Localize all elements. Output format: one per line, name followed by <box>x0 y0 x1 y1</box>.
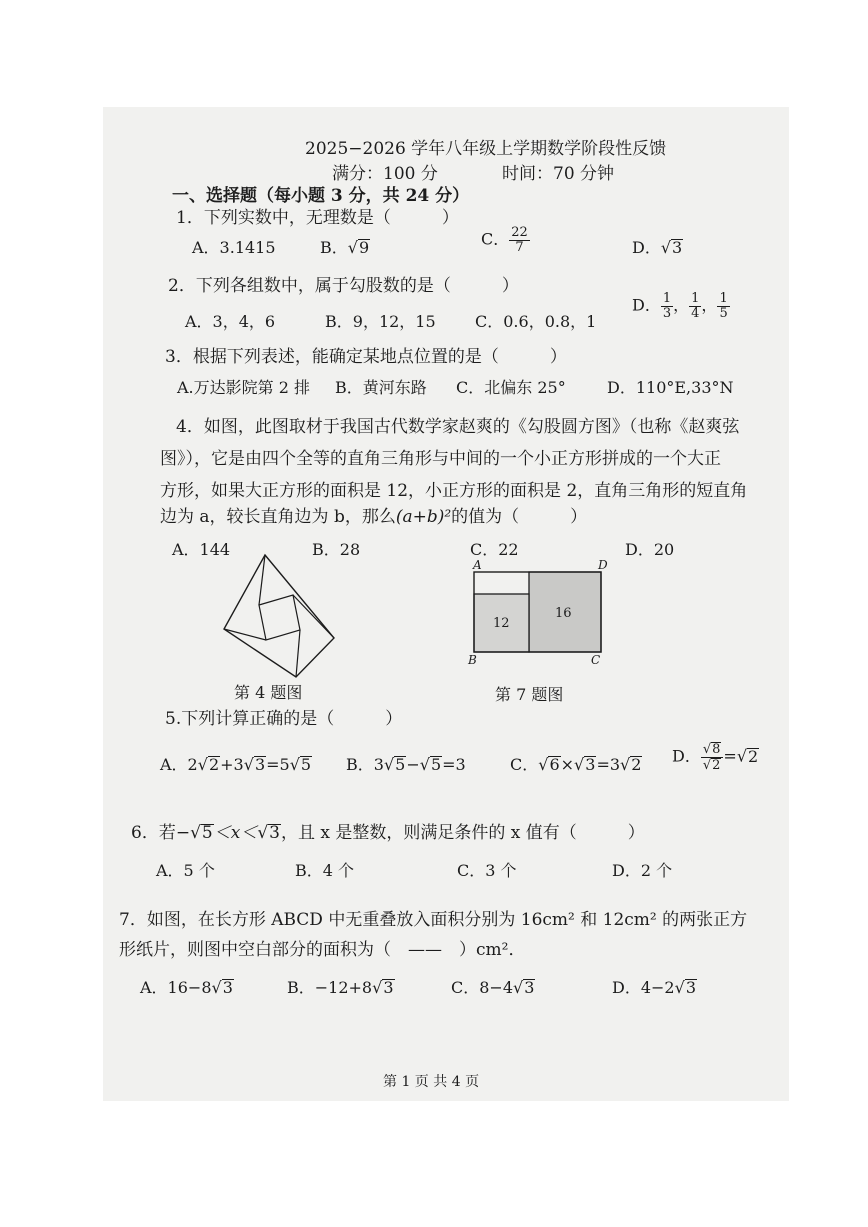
q1-stem: 1．下列实数中，无理数是（ ） <box>176 208 459 228</box>
exam-time: 时间：70 分钟 <box>502 164 615 184</box>
fig7-label-a: A <box>473 558 482 572</box>
fig7-label-d: D <box>598 558 608 572</box>
q4-option-c: C．22 <box>470 540 519 559</box>
q5-option-a: A．2√2+3√3=5√5 <box>160 755 312 774</box>
figure-4-caption: 第 4 题图 <box>234 683 303 702</box>
figure-7-rectangle-diagram <box>465 558 615 670</box>
q6-option-d: D．2 个 <box>612 861 673 880</box>
q3-stem: 3．根据下列表述，能确定某地点位置的是（ ） <box>165 347 567 367</box>
q2-option-c: C．0.6，0.8，1 <box>475 312 597 331</box>
fig7-label-c: C <box>591 653 601 667</box>
q5-option-d: D． $\frac{√8}{√2}$ =√2 <box>672 742 759 773</box>
section-title: 一、选择题（每小题 3 分，共 24 分） <box>172 186 470 206</box>
q6-option-a: A．5 个 <box>156 861 215 880</box>
q5-option-c: C．√6×√3=3√2 <box>510 755 642 774</box>
figure-7-caption: 第 7 题图 <box>495 685 564 704</box>
q2-stem: 2．下列各组数中，属于勾股数的是（ ） <box>168 276 519 296</box>
q1-option-b: B．√9 <box>320 238 370 257</box>
q4-line4: 边为 a，较长直角边为 b，那么(a+b)²的值为（ ） <box>160 507 588 527</box>
q6-stem: 6．若−√5＜x＜√3，且 x 是整数，则满足条件的 x 值有（ ） <box>131 823 645 843</box>
q6-option-b: B．4 个 <box>295 861 355 880</box>
full-score: 满分：100 分 <box>332 164 438 184</box>
q7-option-b: B．−12+8√3 <box>287 978 394 997</box>
q3-option-a: A.万达影院第 2 排 <box>177 378 310 397</box>
q2-option-b: B．9，12，15 <box>325 312 436 331</box>
q2-option-d: D． $\frac{1}{3}$ ， $\frac{1}{4}$ ， $\frac{1}{5}$ <box>632 291 728 321</box>
q4-option-b: B．28 <box>312 540 361 559</box>
q7-option-c: C．8−4√3 <box>451 978 535 997</box>
q1-option-d: D．√3 <box>632 238 683 257</box>
q4-line1: 4．如图，此图取材于我国古代数学家赵爽的《勾股圆方图》（也称《赵爽弦 <box>176 417 740 437</box>
q2-option-a: A．3，4，6 <box>185 312 276 331</box>
fig7-small-square-label: 12 <box>493 616 510 631</box>
q7-line2: 形纸片，则图中空白部分的面积为（ —— ）cm²． <box>119 940 526 960</box>
fig7-large-square-label: 16 <box>555 606 572 621</box>
figure-4-zhao-shuang-diagram <box>220 553 340 678</box>
q1-option-a: A．3.1415 <box>192 238 276 257</box>
q1-option-c: C． $\frac{22}{7}$ <box>481 225 528 255</box>
fig7-label-b: B <box>468 653 477 667</box>
q6-option-c: C．3 个 <box>457 861 517 880</box>
page-number: 第 1 页 共 4 页 <box>383 1074 480 1090</box>
q3-option-b: B．黄河东路 <box>335 378 427 397</box>
q5-stem: 5.下列计算正确的是（ ） <box>165 709 403 729</box>
exam-title: 2025−2026 学年八年级上学期数学阶段性反馈 <box>305 139 667 159</box>
q4-option-a: A．144 <box>172 540 231 559</box>
q7-line1: 7．如图，在长方形 ABCD 中无重叠放入面积分别为 16cm² 和 12cm² 的两张正方 <box>119 910 748 930</box>
q5-option-b: B．3√5−√5=3 <box>346 755 466 774</box>
q3-option-d: D．110°E,33°N <box>607 378 734 397</box>
q4-option-d: D．20 <box>625 540 675 559</box>
q7-option-a: A．16−8√3 <box>140 978 233 997</box>
q7-option-d: D．4−2√3 <box>612 978 696 997</box>
q3-option-c: C．北偏东 25° <box>456 378 566 397</box>
q4-line2: 图》），它是由四个全等的直角三角形与中间的一个小正方形拼成的一个大正 <box>160 449 721 469</box>
q4-line3: 方形，如果大正方形的面积是 12，小正方形的面积是 2，直角三角形的短直角 <box>160 481 748 501</box>
